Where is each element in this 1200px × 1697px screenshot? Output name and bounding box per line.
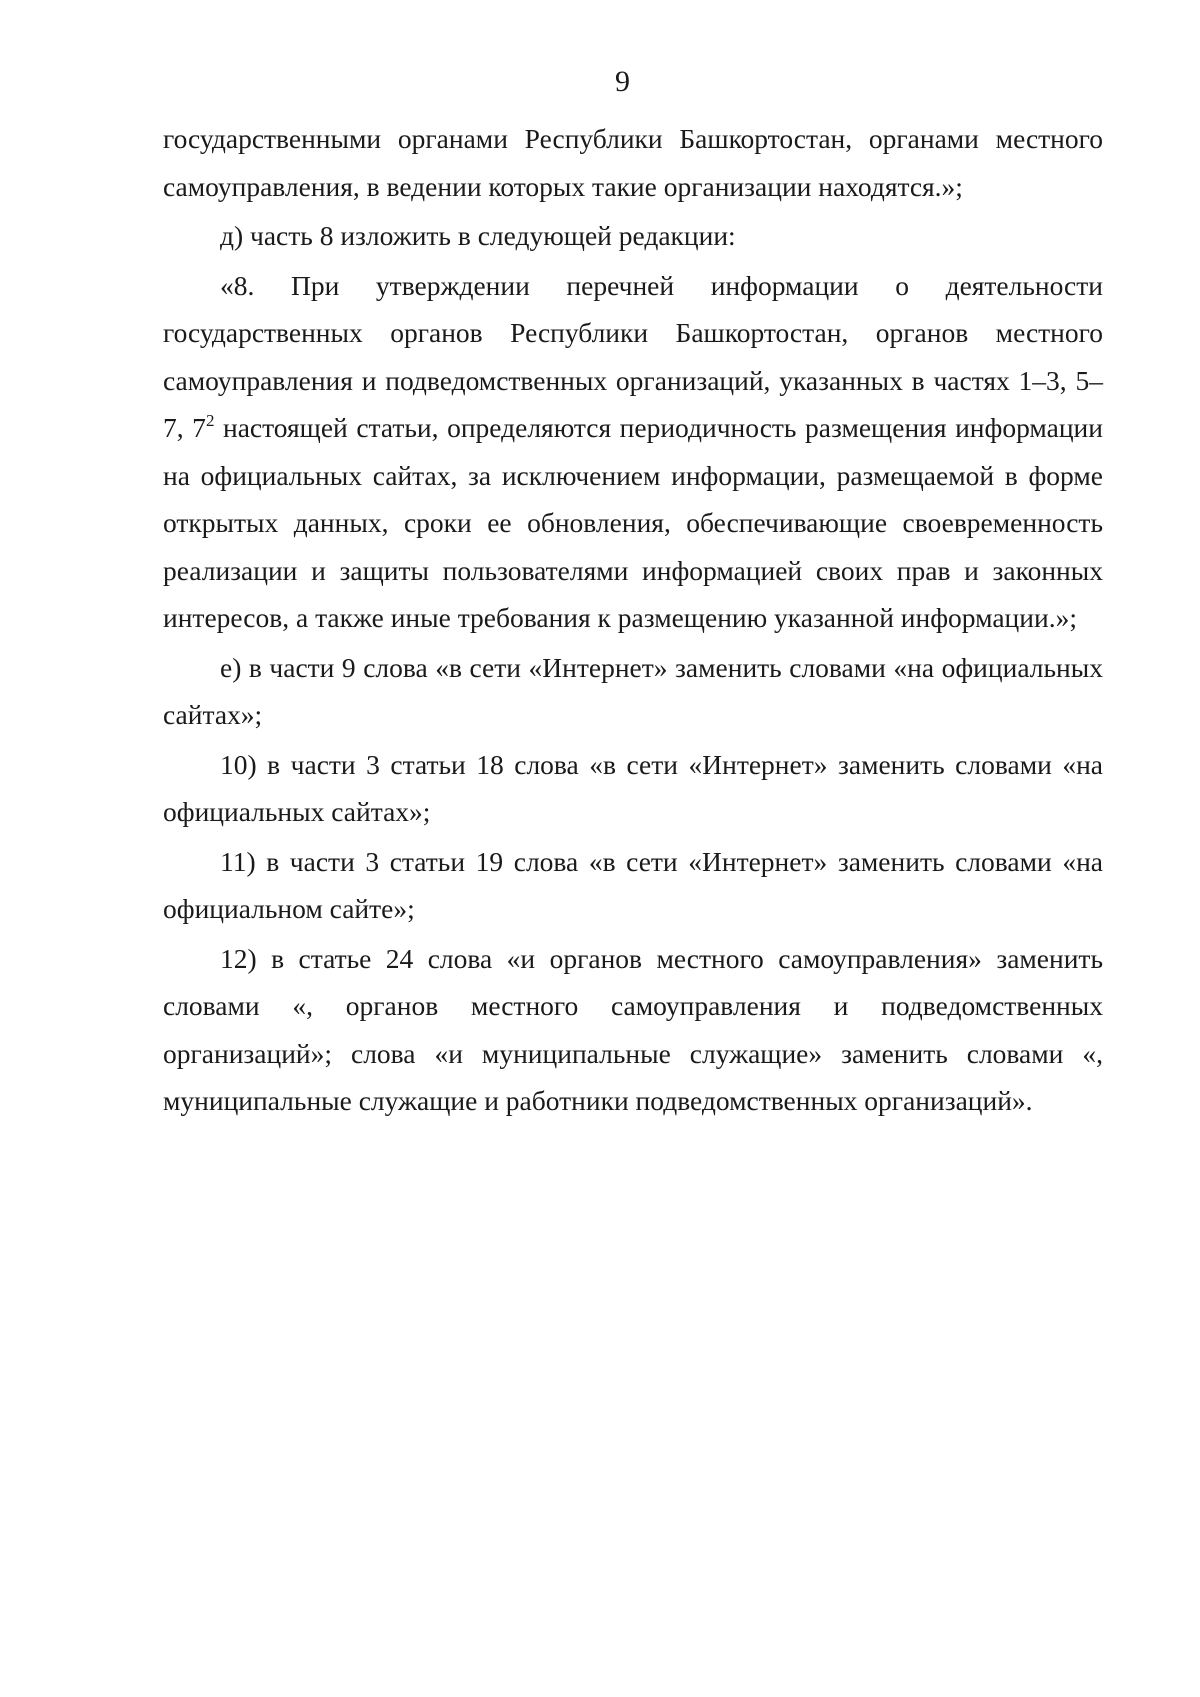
paragraph-item-10: 10) в части 3 статьи 18 слова «в сети «Интернет» заменить словами «на официальных сайтах»;	[163, 748, 1103, 827]
paragraph-item-11: 11) в части 3 статьи 19 слова «в сети «Интернет» заменить словами «на официальном сайте»;	[163, 845, 1103, 924]
paragraph-item-e: е) в части 9 слова «в сети «Интернет» заменить словами «на официальных сайтах»;	[163, 651, 1103, 730]
part-8-text-start: «8. При утверждении перечней информации о деятельности государственных органов Республики Башкортостан, органов местного самоуправления и подведомственных организаций, указанных в частях 1–3, 5–7, 7	[163, 269, 1103, 443]
part-8-text-end: настоящей статьи, определяются периодичность размещения информации на официальных сайтах, за исключением информации, размещаемой в форме открытых данных, сроки ее обновления, обеспечивающие своевременность реализации и защиты пользователями информацией своих прав и законных интересов, а также иные требования к размещению указанной информации.»;	[163, 412, 1103, 633]
paragraph-part-8	[163, 262, 1103, 642]
paragraph-continuation: государственными органами Республики Башкортостан, органами местного самоуправления, в ведении которых такие организации находятся.»;	[163, 123, 1103, 202]
superscript: 2	[205, 411, 215, 430]
document-body	[163, 115, 1103, 1125]
page-number: 9	[615, 65, 630, 98]
paragraph-item-12: 12) в статье 24 слова «и органов местного самоуправления» заменить словами «, органов местного самоуправления и подведомственных организаций»; слова «и муниципальные служащие» заменить словами «, муниципальные служащие и работники подведомственных организаций».	[163, 942, 1103, 1116]
paragraph-item-d: д) часть 8 изложить в следующей редакции:	[220, 220, 736, 251]
